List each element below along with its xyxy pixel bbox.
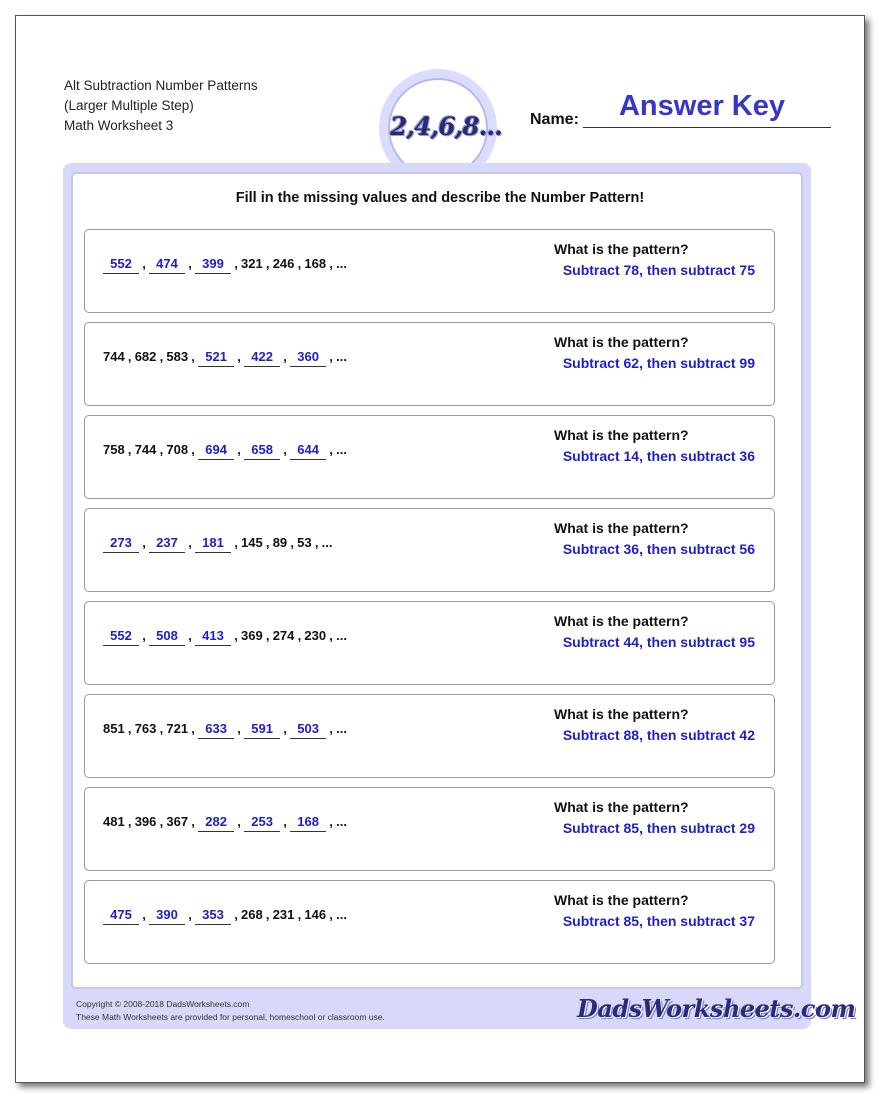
number-sequence: 552 , 508 , 413 , 369 , 274 , 230 , ... bbox=[103, 628, 347, 646]
sequence-number: 146 bbox=[304, 907, 327, 922]
number-sequence: 744 , 682 , 583 , 521 , 422 , 360 , ... bbox=[103, 349, 347, 367]
pattern-answer: Subtract 85, then subtract 29 bbox=[562, 820, 755, 836]
problem-row bbox=[84, 229, 775, 313]
sequence-number: 721 bbox=[166, 721, 189, 736]
sequence-number: 763 bbox=[134, 721, 157, 736]
ellipsis: ... bbox=[336, 349, 347, 364]
number-sequence: 758 , 744 , 708 , 694 , 658 , 644 , ... bbox=[103, 442, 347, 460]
sequence-number: 583 bbox=[166, 349, 189, 364]
answer-blank: 552 bbox=[103, 256, 139, 274]
sequence-number: 268 bbox=[241, 907, 263, 922]
pattern-answer: Subtract 36, then subtract 56 bbox=[562, 541, 755, 557]
pattern-question: What is the pattern? bbox=[554, 334, 689, 350]
answer-blank: 503 bbox=[290, 721, 326, 739]
sequence-number: 708 bbox=[166, 442, 189, 457]
problem-row bbox=[84, 601, 775, 685]
sequence-number: 246 bbox=[272, 256, 295, 271]
problem-row bbox=[84, 508, 775, 592]
pattern-question: What is the pattern? bbox=[554, 613, 689, 629]
sequence-number: 89 bbox=[272, 535, 288, 550]
pattern-question: What is the pattern? bbox=[554, 799, 689, 815]
title-line-2: (Larger Multiple Step) bbox=[64, 98, 194, 113]
footer-copyright bbox=[76, 998, 385, 1024]
answer-blank: 181 bbox=[195, 535, 231, 553]
answer-blank: 253 bbox=[244, 814, 280, 832]
sequence-number: 682 bbox=[134, 349, 157, 364]
sequence-number: 145 bbox=[241, 535, 263, 550]
pattern-question: What is the pattern? bbox=[554, 427, 689, 443]
ellipsis: ... bbox=[336, 907, 347, 922]
problem-row bbox=[84, 787, 775, 871]
sequence-number: 744 bbox=[134, 442, 157, 457]
pattern-question: What is the pattern? bbox=[554, 241, 689, 257]
sequence-number: 744 bbox=[103, 349, 125, 364]
pattern-answer: Subtract 14, then subtract 36 bbox=[562, 448, 755, 464]
usage-notice: These Math Worksheets are provided for personal, homeschool or classroom use. bbox=[76, 1012, 385, 1022]
sequence-number: 321 bbox=[241, 256, 263, 271]
number-sequence: 851 , 763 , 721 , 633 , 591 , 503 , ... bbox=[103, 721, 347, 739]
pattern-answer: Subtract 44, then subtract 95 bbox=[562, 634, 755, 650]
pattern-answer: Subtract 78, then subtract 75 bbox=[562, 262, 755, 278]
answer-blank: 390 bbox=[149, 907, 185, 925]
ellipsis: ... bbox=[336, 721, 347, 736]
answer-blank: 508 bbox=[149, 628, 185, 646]
sequence-number: 851 bbox=[103, 721, 125, 736]
answer-blank: 633 bbox=[198, 721, 234, 739]
sequence-number: 369 bbox=[241, 628, 263, 643]
answer-blank: 591 bbox=[244, 721, 280, 739]
logo-text: 2,4,6,8... bbox=[390, 112, 502, 141]
answer-blank: 168 bbox=[290, 814, 326, 832]
answer-blank: 474 bbox=[149, 256, 185, 274]
answer-blank: 475 bbox=[103, 907, 139, 925]
answer-blank: 360 bbox=[290, 349, 326, 367]
sequence-number: 230 bbox=[304, 628, 327, 643]
worksheet-title bbox=[64, 76, 258, 136]
sequence-number: 396 bbox=[134, 814, 157, 829]
answer-blank: 282 bbox=[198, 814, 234, 832]
name-label: Name: bbox=[530, 111, 579, 128]
pattern-question: What is the pattern? bbox=[554, 706, 689, 722]
ellipsis: ... bbox=[336, 256, 347, 271]
answer-blank: 644 bbox=[290, 442, 326, 460]
answer-blank: 422 bbox=[244, 349, 280, 367]
answer-blank: 273 bbox=[103, 535, 139, 553]
problem-row bbox=[84, 322, 775, 406]
problem-row bbox=[84, 415, 775, 499]
answer-key-label: Answer Key bbox=[618, 90, 785, 122]
copyright-text: Copyright © 2008-2018 DadsWorksheets.com bbox=[76, 999, 250, 1009]
problem-row bbox=[84, 694, 775, 778]
answer-blank: 413 bbox=[195, 628, 231, 646]
sequence-number: 231 bbox=[272, 907, 295, 922]
title-line-3: Math Worksheet 3 bbox=[64, 118, 174, 133]
brand-logo: DadsWorksheets.com bbox=[577, 994, 856, 1023]
answer-blank: 694 bbox=[198, 442, 234, 460]
sequence-number: 274 bbox=[272, 628, 295, 643]
answer-blank: 552 bbox=[103, 628, 139, 646]
sequence-number: 53 bbox=[297, 535, 312, 550]
answer-blank: 399 bbox=[195, 256, 231, 274]
instructions: Fill in the missing values and describe the Number Pattern! bbox=[235, 190, 645, 206]
title-line-1: Alt Subtraction Number Patterns bbox=[64, 78, 258, 93]
number-sequence: 475 , 390 , 353 , 268 , 231 , 146 , ... bbox=[103, 907, 347, 925]
ellipsis: ... bbox=[336, 628, 347, 643]
problem-row bbox=[84, 880, 775, 964]
sequence-number: 168 bbox=[304, 256, 327, 271]
number-sequence: 552 , 474 , 399 , 321 , 246 , 168 , ... bbox=[103, 256, 347, 274]
answer-blank: 521 bbox=[198, 349, 234, 367]
ellipsis: ... bbox=[321, 535, 333, 550]
number-sequence: 273 , 237 , 181 , 145 , 89 , 53 , ... bbox=[103, 535, 332, 553]
pattern-question: What is the pattern? bbox=[554, 520, 689, 536]
pattern-answer: Subtract 85, then subtract 37 bbox=[562, 913, 755, 929]
pattern-answer: Subtract 62, then subtract 99 bbox=[562, 355, 755, 371]
ellipsis: ... bbox=[336, 814, 347, 829]
number-sequence: 481 , 396 , 367 , 282 , 253 , 168 , ... bbox=[103, 814, 347, 832]
pattern-question: What is the pattern? bbox=[554, 892, 689, 908]
ellipsis: ... bbox=[336, 442, 347, 457]
name-line bbox=[583, 127, 831, 128]
sequence-number: 758 bbox=[103, 442, 125, 457]
sequence-number: 367 bbox=[166, 814, 189, 829]
pattern-answer: Subtract 88, then subtract 42 bbox=[562, 727, 755, 743]
answer-blank: 237 bbox=[149, 535, 185, 553]
sequence-number: 481 bbox=[103, 814, 125, 829]
answer-blank: 658 bbox=[244, 442, 280, 460]
answer-blank: 353 bbox=[195, 907, 231, 925]
